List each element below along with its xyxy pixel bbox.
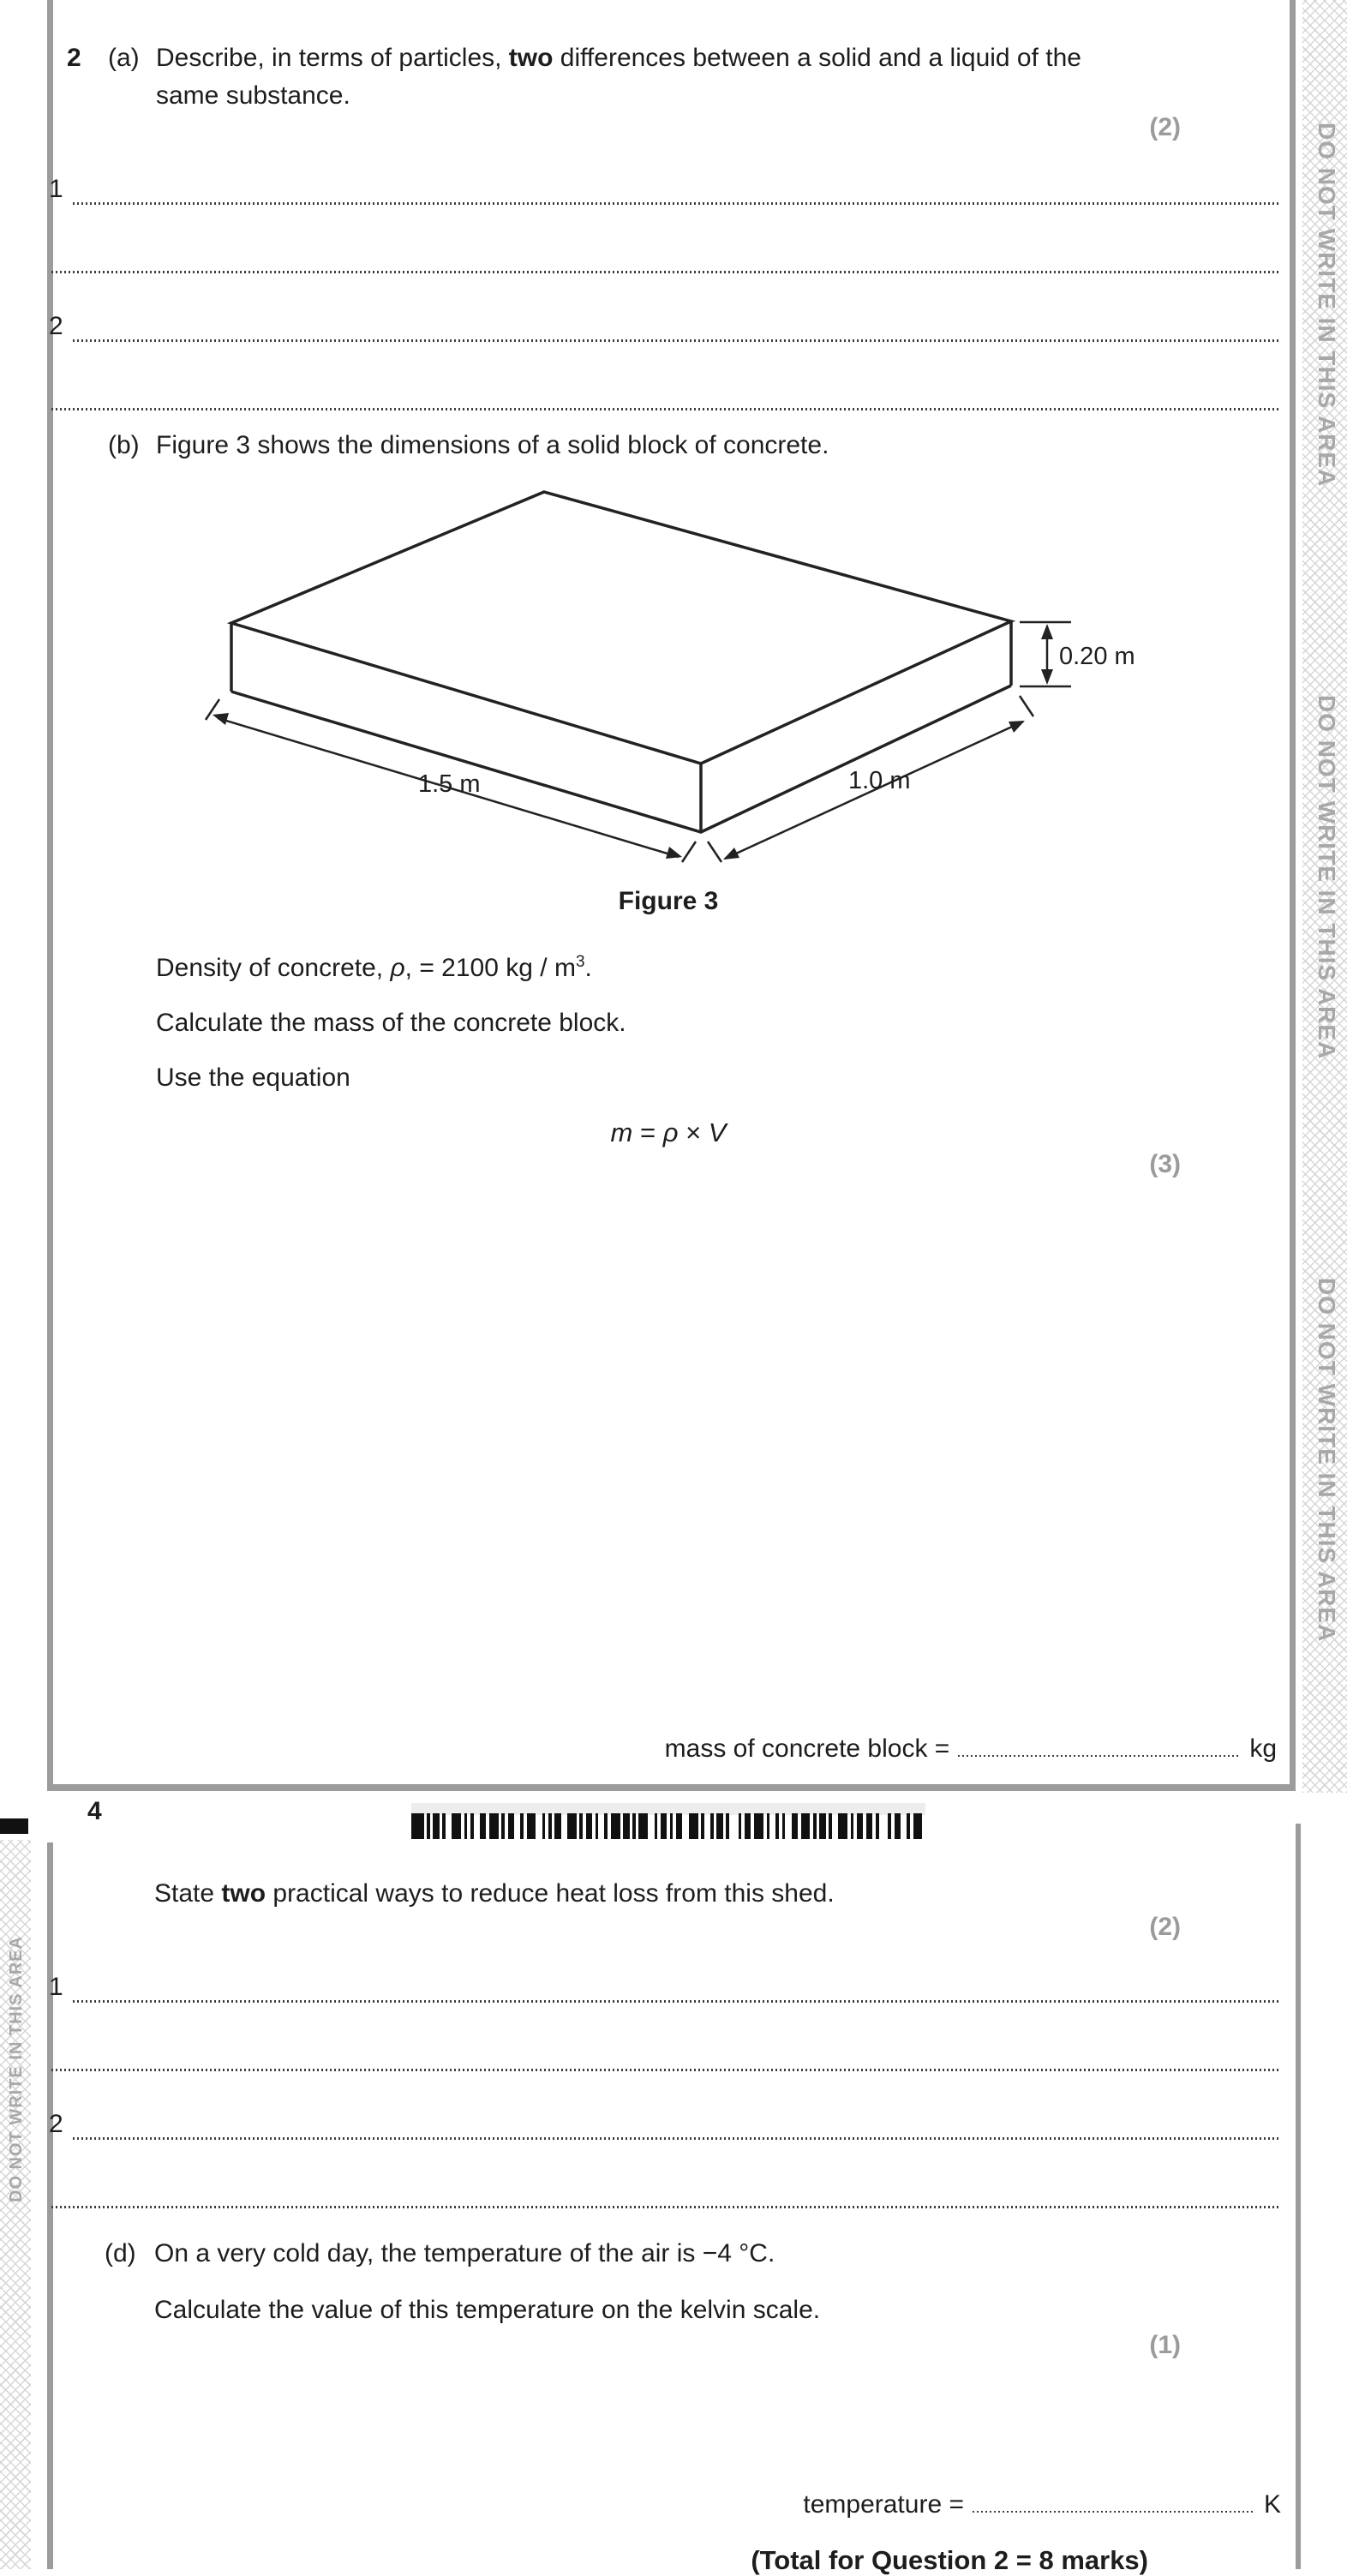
density-superscript: 3 [575,953,585,971]
barcode-bar [716,1813,722,1839]
barcode-bar [676,1813,682,1839]
answer-line [51,2069,1278,2071]
use-equation-text: Use the equation [156,1063,350,1092]
registration-mark [0,1818,28,1834]
do-not-write-vertical-text-2: DO NOT WRITE IN THIS AREA [1314,695,1340,1060]
part-b-text: Figure 3 shows the dimensions of a solid block of concrete. [156,431,829,459]
part-d-text-line2: Calculate the value of this temperature on the kelvin scale. [154,2296,821,2324]
barcode-bar [729,1813,739,1839]
equation [47,1117,1290,1148]
part-a-label: (a) [108,44,140,72]
state-text-after: practical ways to reduce heat loss from this shed. [266,1879,835,1908]
mass-answer-unit: kg [1249,1734,1277,1763]
part-b-marks: (3) [1149,1150,1181,1178]
answer-line [51,408,1278,410]
figure-caption: Figure 3 [618,887,719,915]
equation-rho: ρ [662,1117,679,1147]
page2-right-border [1296,1824,1301,2569]
barcode-bar [586,1813,592,1839]
barcode-bar [561,1813,567,1839]
answer-line [73,202,1278,205]
mass-answer-label: mass of concrete block = [664,1734,950,1763]
part-b-label: (b) [108,431,140,459]
part-a-text-after: differences between a solid and a liquid of the [553,44,1081,72]
answer-1-label: 1 [49,175,63,203]
concrete-block-figure [171,476,1165,888]
density-period: . [584,954,592,982]
barcode-bar [819,1813,825,1839]
barcode-bar [913,1813,923,1839]
state-text-before: State [154,1879,222,1908]
part-d-marks: (1) [1149,2331,1181,2359]
state-bold-word: two [221,1879,266,1908]
figure-height-label: 0.20 m [1059,643,1135,670]
barcode-bar [446,1813,452,1839]
part-a-text-line1 [156,43,1081,74]
answer-2-label-p2: 2 [49,2110,63,2138]
answer-line [73,2137,1278,2140]
equation-equals: = [632,1117,663,1147]
part-a-marks: (2) [1149,113,1181,141]
barcode-bar [554,1813,560,1839]
do-not-write-vertical-text-4: DO NOT WRITE IN THIS AREA [7,1936,26,2202]
answer-2-label: 2 [49,312,63,340]
barcode-bar [689,1813,698,1839]
answer-line [51,2206,1278,2208]
part-a-text-line2: same substance. [156,81,350,110]
part-d-text-line1: On a very cold day, the temperature of the air is −4 °C. [154,2239,775,2267]
barcode-bar [474,1813,480,1839]
barcode-bar [704,1813,710,1839]
barcode [411,1813,925,1839]
barcode-bar [411,1813,424,1839]
barcode-bar [638,1813,648,1839]
barcode-bar [489,1813,499,1839]
barcode-bar [682,1813,688,1839]
calculate-mass-text: Calculate the mass of the concrete block. [156,1009,626,1037]
barcode-bar [567,1813,577,1839]
part-d-label: (d) [105,2239,136,2267]
answer-1-label-p2: 1 [49,1973,63,2001]
equation-times: × [678,1117,709,1147]
barcode-bar [792,1813,798,1839]
rho-symbol: ρ [390,954,405,982]
barcode-bar [901,1813,907,1839]
barcode-bar [452,1813,461,1839]
barcode-bar [527,1813,536,1839]
answer-line [73,2000,1278,2003]
barcode-bar [754,1813,763,1839]
part-a-text-before: Describe, in terms of particles, [156,44,509,72]
barcode-bar [514,1813,520,1839]
figure-width-label: 1.0 m [848,767,911,794]
barcode-bar [895,1813,901,1839]
answer-line [73,339,1278,342]
equation-m: m [610,1117,633,1147]
answer-line [51,271,1278,273]
temperature-answer-blank [973,2492,1255,2513]
page1-bottom-border [47,1784,1296,1791]
figure-length-label: 1.5 m [418,770,481,798]
question-number: 2 [67,44,81,72]
barcode-bar [611,1813,620,1839]
barcode-bar [866,1813,872,1839]
mass-answer-row [514,1734,1277,1764]
page-number: 4 [87,1797,102,1825]
barcode-bar [838,1813,847,1839]
barcode-bar [769,1813,775,1839]
barcode-bar [623,1813,629,1839]
barcode-bar [661,1813,667,1839]
barcode-bar [536,1813,542,1839]
barcode-bar [879,1813,889,1839]
density-text: Density of concrete, [156,954,391,982]
part-c-marks: (2) [1149,1913,1181,1941]
barcode-bar [480,1813,486,1839]
equation-v: V [708,1117,727,1147]
do-not-write-vertical-text-1: DO NOT WRITE IN THIS AREA [1314,123,1340,488]
page1-right-border [1290,0,1296,1784]
barcode-bar [745,1813,751,1839]
state-two-line [154,1878,835,1909]
barcode-bar [922,1813,925,1839]
barcode-bar [433,1813,439,1839]
barcode-bar [785,1813,791,1839]
density-line [156,953,592,984]
temperature-answer-row [600,2490,1281,2519]
total-marks-line: (Total for Question 2 = 8 marks) [751,2545,1148,2575]
do-not-write-vertical-text-3: DO NOT WRITE IN THIS AREA [1314,1278,1340,1643]
barcode-bar [598,1813,604,1839]
temperature-answer-label: temperature = [803,2490,964,2519]
part-a-bold-word: two [508,44,554,72]
barcode-bar [857,1813,863,1839]
mass-answer-blank [958,1736,1241,1757]
barcode-bar [801,1813,811,1839]
barcode-bar [648,1813,654,1839]
density-value: , = 2100 kg / m [404,954,576,982]
temperature-answer-unit: K [1263,2490,1281,2519]
barcode-bar [832,1813,838,1839]
barcode-bar [508,1813,514,1839]
